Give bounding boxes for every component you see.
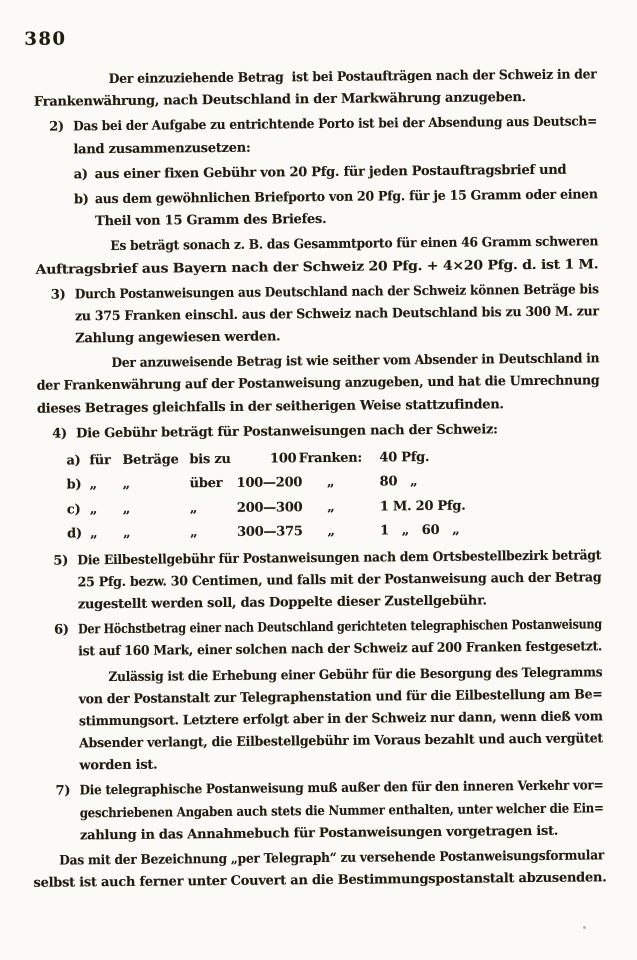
text-line-content: ist auf 160 Mark, einer solchen nach der Schweiz auf 200 Franken festgesetzt. bbox=[78, 639, 603, 660]
cell-qualifier: bis zu bbox=[189, 451, 231, 468]
fee-table bbox=[37, 444, 601, 547]
item-marker: 4) bbox=[52, 426, 67, 442]
list-item-3 bbox=[36, 279, 600, 351]
text-line-content: Die Eilbestellgebühr für Postanweisungen nach dem Ortsbestellbezirk beträgt bbox=[77, 547, 602, 568]
text-line-content: Der Höchstbetrag einer nach Deutschland gerichteten telegraphischen Postanweisung bbox=[77, 617, 602, 638]
text-line-content: stimmungsort. Letztere erfolgt aber in der Schweiz nur dann, wenn dieß vom bbox=[78, 709, 603, 730]
text-line-content: Theil von 15 Gramm des Briefes. bbox=[95, 212, 327, 230]
cell-fee: 80 „ bbox=[379, 474, 418, 490]
cell-range: 300—375 bbox=[237, 524, 303, 540]
cell-qualifier: „ bbox=[189, 500, 198, 517]
item-marker: b) bbox=[73, 192, 89, 208]
item-marker: 6) bbox=[53, 622, 69, 638]
text-line-content: Die Gebühr beträgt für Postanweisungen nach der Schweiz: bbox=[76, 422, 498, 442]
row-marker: a) bbox=[66, 453, 81, 469]
page-number: 380 bbox=[24, 28, 67, 50]
text-line-content: Das bei der Aufgabe zu entrichtende Porto ist bei der Absendung aus Deutsch= bbox=[73, 114, 598, 135]
cell-betraege: „ bbox=[123, 526, 131, 542]
paragraph bbox=[36, 349, 600, 421]
text-line-content: Der anzuweisende Betrag ist wie seither vom Absender in Deutschland in bbox=[111, 351, 600, 372]
text-line-content: dieses Betrages gleichfalls in der seitherigen Weise stattzufinden. bbox=[36, 396, 504, 417]
item-marker: a) bbox=[73, 166, 88, 183]
sub-item-b bbox=[35, 184, 598, 234]
list-item-7 bbox=[40, 776, 604, 848]
item-marker: 7) bbox=[55, 783, 71, 800]
cell-fuer: für bbox=[89, 453, 111, 469]
sub-item-a bbox=[35, 159, 598, 187]
cell-range: 200—300 bbox=[236, 499, 303, 516]
text-line-content: der Frankenwährung auf der Postanweisung anzugeben, und hat die Umrechnung bbox=[36, 373, 600, 395]
text-line-content: Die telegraphische Postanweisung muß außer den für den inneren Verkehr vor= bbox=[79, 778, 604, 799]
text-line-content: Das mit der Bezeichnung „per Telegraph“ zu versehende Postanweisungsformular bbox=[59, 848, 605, 869]
closing-paragraph bbox=[33, 845, 607, 895]
cell-qualifier: über bbox=[189, 476, 223, 492]
text-line bbox=[76, 418, 600, 445]
text-line-content: Durch Postanweisungen aus Deutschland nach der Schweiz können Beträge bis bbox=[74, 282, 599, 303]
cell-range: 100—200 bbox=[236, 475, 303, 492]
row-marker: d) bbox=[67, 526, 82, 542]
text-line-content: Frankenwährung, nach Deutschland in der Markwährung anzugeben. bbox=[33, 90, 526, 110]
cell-franken: „ bbox=[327, 499, 335, 515]
list-item-6 bbox=[39, 614, 602, 664]
list-item-5 bbox=[38, 545, 602, 617]
text-line bbox=[35, 254, 598, 282]
list-item-2 bbox=[34, 112, 597, 162]
cell-franken: Franken: bbox=[298, 450, 363, 467]
text-line-content: von der Postanstalt zur Telegraphenstation und für die Eilbestellung am Be= bbox=[78, 687, 603, 708]
text-line-content: Auftragsbrief aus Bayern nach der Schweiz 20 Pfg. + 4×20 Pfg. d. ist 1 M. bbox=[35, 256, 599, 278]
text-line-content: geschriebenen Angaben auch stets die Nummer enthalten, unter welcher die Ein= bbox=[79, 800, 604, 821]
cell-range: 100 bbox=[269, 451, 297, 467]
cell-betraege: Beträge bbox=[122, 452, 179, 468]
text-line-content: worden ist. bbox=[79, 757, 158, 774]
cell-fuer: „ bbox=[90, 526, 98, 542]
cell-fee: 1 M. 20 Pfg. bbox=[379, 498, 466, 515]
text-line-content: Absender verlangt, die Eilbestellgebühr im Voraus bezahlt und auch vergütet bbox=[79, 731, 603, 752]
cell-betraege: „ bbox=[122, 501, 131, 517]
text-line-content: aus einer fixen Gebühr von 20 Pfg. für jeden Postauftragsbrief und bbox=[94, 162, 567, 182]
item-marker: 2) bbox=[49, 119, 64, 135]
text-line bbox=[78, 637, 602, 664]
paragraph bbox=[35, 232, 598, 282]
row-marker: b) bbox=[66, 477, 82, 493]
cell-fee: 1 „ 60 „ bbox=[380, 522, 460, 539]
cell-fuer: „ bbox=[89, 501, 98, 518]
text-line-content: zugestellt werden soll, das Doppelte dieser Zustellgebühr. bbox=[77, 593, 487, 613]
cell-fee: 40 Pfg. bbox=[379, 449, 430, 466]
row-marker: c) bbox=[66, 502, 81, 518]
text-line-content: 25 Pfg. bezw. 30 Centimen, und falls mit der Postanweisung auch der Betrag bbox=[77, 570, 602, 591]
text-line-content: zahlung in das Annahmebuch für Postanweisungen vorgetragen ist. bbox=[79, 823, 559, 844]
cell-fuer: „ bbox=[89, 477, 97, 493]
text-line-content: selbst ist auch ferner unter Couvert an die Bestimmungspostanstalt abzusenden. bbox=[33, 870, 607, 891]
text-line-content: Zahlung angewiesen werden. bbox=[75, 329, 281, 347]
paragraph bbox=[78, 662, 603, 778]
text-line-content: Zulässig ist die Erhebung einer Gebühr für die Besorgung des Telegramms bbox=[108, 664, 603, 685]
cell-franken: „ bbox=[326, 475, 335, 491]
item-marker: 3) bbox=[50, 287, 66, 303]
text-line-content: Es beträgt sonach z. B. das Gesammtporto für einen 46 Gramm schweren bbox=[110, 234, 599, 255]
page-text-block bbox=[34, 61, 605, 895]
list-item-4 bbox=[37, 418, 600, 446]
text-line bbox=[95, 159, 598, 186]
text-line-content: aus dem gewöhnlichen Briefporto von 20 Pfg. für je 15 Gramm oder einen bbox=[94, 187, 598, 208]
text-line-content: land zusammenzusetzen: bbox=[73, 140, 251, 157]
cell-qualifier: „ bbox=[190, 525, 198, 541]
text-line-content: zu 375 Franken einschl. aus der Schweiz nach Deutschland bis zu 300 M. zur bbox=[74, 304, 599, 325]
cell-franken: „ bbox=[327, 524, 335, 540]
fee-table-row bbox=[38, 517, 601, 547]
paragraph bbox=[34, 64, 597, 114]
cell-betraege: „ bbox=[122, 477, 130, 493]
item-marker: 5) bbox=[53, 553, 69, 569]
text-line-content: Der einzuziehende Betrag ist bei Postaufträgen nach der Schweiz in der bbox=[108, 67, 597, 88]
scan-speck bbox=[583, 926, 586, 929]
